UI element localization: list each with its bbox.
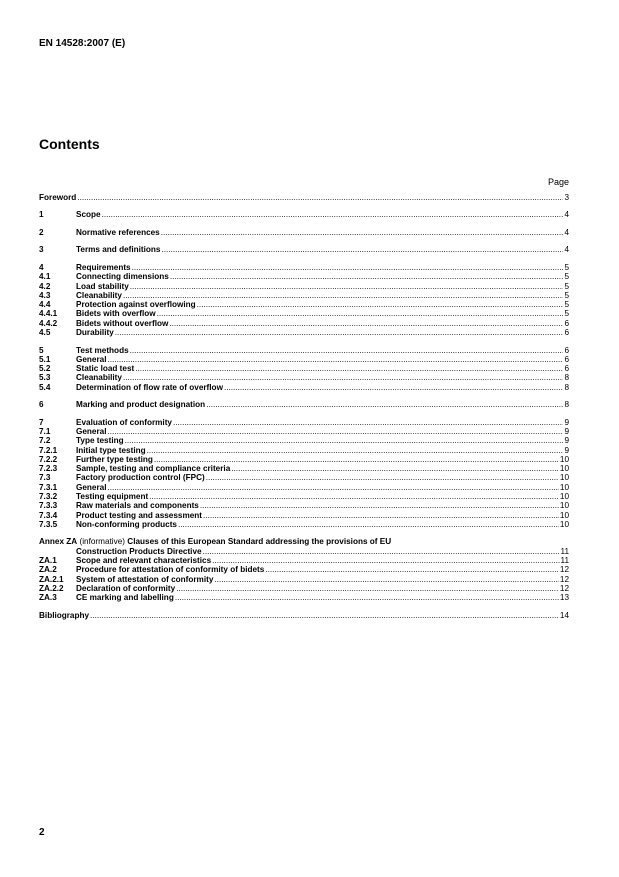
toc-page: 8 [564, 373, 569, 383]
toc-leader [130, 282, 564, 291]
document-header-id: EN 14528:2007 (E) [39, 38, 126, 49]
toc-leader [108, 355, 564, 364]
toc-leader [161, 228, 564, 237]
toc-number: 4.4.1 [39, 309, 58, 319]
toc-leader [115, 328, 564, 337]
toc-leader [200, 501, 559, 510]
toc-title: Further type testing [76, 454, 153, 464]
toc-page: 5 [564, 290, 569, 300]
toc-entry-7-3[interactable] [39, 473, 569, 482]
toc-number: 7.3 [39, 473, 51, 483]
toc-entry-za-3[interactable] [39, 593, 569, 602]
toc-title: Product testing and assessment [76, 510, 203, 520]
toc-leader [161, 245, 563, 254]
toc-leader [154, 455, 559, 464]
toc-title: Marking and product designation [76, 400, 206, 410]
toc-page: 5 [564, 281, 569, 291]
toc-entry-7-3-3[interactable] [39, 501, 569, 510]
toc-title: Foreword [39, 193, 77, 202]
toc-leader [125, 436, 564, 445]
toc-leader [212, 556, 559, 565]
toc-number: 4.1 [39, 272, 51, 282]
toc-leader [123, 291, 563, 300]
toc-entry-7-3-4[interactable] [39, 511, 569, 520]
annex-title-line1: Clauses of this European Standard addressing the provisions of EU [127, 537, 392, 547]
toc-entry-5-4[interactable] [39, 383, 569, 392]
page-number: 2 [39, 827, 45, 838]
toc-leader [108, 483, 559, 492]
toc-title: General [76, 354, 107, 364]
toc-title: Protection against overflowing [76, 300, 196, 310]
toc-entry-7-1[interactable] [39, 427, 569, 436]
toc-number: 5.2 [39, 364, 51, 374]
toc-leader [102, 210, 564, 219]
toc-entry-za-2[interactable] [39, 565, 569, 574]
toc-leader [132, 263, 564, 272]
toc-title: Type testing [76, 436, 124, 446]
toc-page: 9 [564, 445, 569, 455]
toc-page: 3 [564, 193, 569, 202]
toc-leader [176, 584, 559, 593]
toc-title: Construction Products Directive [76, 546, 202, 556]
toc-page: 10 [559, 464, 569, 474]
toc-entry-1[interactable] [39, 210, 569, 219]
toc-title: Scope [76, 210, 101, 220]
toc-leader [203, 511, 559, 520]
table-of-contents [39, 193, 569, 620]
toc-title: CE marking and labelling [76, 593, 174, 603]
toc-page: 6 [564, 364, 569, 374]
toc-leader [157, 309, 564, 318]
toc-title: Bibliography [39, 610, 90, 620]
toc-leader [203, 547, 560, 556]
toc-page: 9 [564, 417, 569, 427]
toc-title: Declaration of conformity [76, 583, 176, 593]
toc-page: 12 [559, 574, 569, 584]
toc-entry-za-2-2[interactable] [39, 584, 569, 593]
annex-informative: (informative) [79, 537, 125, 547]
toc-title: General [76, 426, 107, 436]
toc-number: 7.2 [39, 436, 51, 446]
toc-title: Static load test [76, 364, 135, 374]
toc-title: Procedure for attestation of conformity of bidets [76, 565, 265, 575]
toc-number: ZA.1 [39, 556, 57, 565]
toc-number: 3 [39, 245, 44, 255]
toc-title: Durability [76, 328, 114, 338]
toc-title: Terms and definitions [76, 245, 161, 255]
toc-title: Connecting dimensions [76, 272, 169, 282]
toc-entry-za-1[interactable] [39, 556, 569, 565]
toc-page: 6 [564, 328, 569, 338]
toc-number: 7.3.5 [39, 519, 58, 529]
toc-page: 13 [559, 593, 569, 603]
toc-entry-7[interactable] [39, 418, 569, 427]
toc-leader [214, 575, 559, 584]
toc-entry-4-4[interactable] [39, 300, 569, 309]
toc-number: 7.2.3 [39, 464, 58, 474]
toc-page: 10 [559, 492, 569, 502]
toc-entry-bibliography[interactable] [39, 611, 569, 620]
toc-title: Testing equipment [76, 492, 149, 502]
toc-page: 5 [564, 300, 569, 310]
toc-page: 10 [559, 473, 569, 483]
toc-page: 10 [559, 510, 569, 520]
toc-entry-4-5[interactable] [39, 328, 569, 337]
toc-leader [231, 464, 559, 473]
toc-entry-7-2-2[interactable] [39, 455, 569, 464]
toc-number: 7.2.2 [39, 454, 58, 464]
toc-leader [175, 593, 559, 602]
toc-entry-6[interactable] [39, 400, 569, 409]
toc-leader [130, 346, 564, 355]
toc-number: 7 [39, 417, 44, 427]
toc-title: Non-conforming products [76, 519, 177, 529]
toc-number: 5.4 [39, 382, 51, 392]
toc-entry-7-2[interactable] [39, 436, 569, 445]
toc-entry-7-2-3[interactable] [39, 464, 569, 473]
toc-leader [197, 300, 564, 309]
toc-entry-4[interactable] [39, 263, 569, 272]
toc-page: 12 [559, 565, 569, 575]
toc-title: Cleanability [76, 373, 122, 383]
toc-number: 2 [39, 227, 44, 237]
toc-entry-4-1[interactable] [39, 272, 569, 281]
toc-leader [108, 427, 564, 436]
toc-title: Cleanability [76, 290, 122, 300]
toc-number: 7.3.1 [39, 482, 58, 492]
toc-entry-annex-za-line2[interactable] [39, 547, 569, 556]
toc-leader [135, 364, 563, 373]
toc-title: Initial type testing [76, 445, 146, 455]
toc-title: Raw materials and components [76, 501, 199, 511]
toc-title: Sample, testing and compliance criteria [76, 464, 231, 474]
toc-entry-5-2[interactable] [39, 364, 569, 373]
toc-number: 7.3.2 [39, 492, 58, 502]
page-column-label: Page [547, 177, 569, 187]
toc-number: 4.4.2 [39, 318, 58, 328]
toc-page: 4 [564, 227, 569, 237]
toc-entry-annex-za[interactable] [39, 537, 569, 546]
toc-entry-5[interactable] [39, 346, 569, 355]
toc-entry-7-3-1[interactable] [39, 483, 569, 492]
toc-leader [265, 565, 559, 574]
toc-page: 4 [564, 245, 569, 255]
toc-entry-4-4-1[interactable] [39, 309, 569, 318]
toc-number: 5 [39, 345, 44, 355]
toc-entry-5-1[interactable] [39, 355, 569, 364]
toc-leader [206, 473, 559, 482]
toc-leader [149, 492, 559, 501]
toc-number: 7.2.1 [39, 445, 58, 455]
toc-leader [173, 418, 563, 427]
toc-entry-5-3[interactable] [39, 373, 569, 382]
toc-page: 10 [559, 501, 569, 511]
toc-page: 6 [564, 345, 569, 355]
toc-entry-4-2[interactable] [39, 282, 569, 291]
toc-number: ZA.2.1 [39, 574, 64, 584]
toc-number: 7.3.3 [39, 501, 58, 511]
toc-leader [169, 319, 563, 328]
toc-entry-3[interactable] [39, 245, 569, 254]
toc-number: 4.5 [39, 328, 51, 338]
toc-page: 9 [564, 426, 569, 436]
toc-title: Test methods [76, 345, 129, 355]
toc-title: Evaluation of conformity [76, 417, 172, 427]
toc-leader [206, 400, 563, 409]
toc-page: 5 [564, 272, 569, 282]
toc-number: 7.3.4 [39, 510, 58, 520]
toc-number: 7.1 [39, 426, 51, 436]
toc-leader [170, 272, 564, 281]
toc-title: Bidets without overflow [76, 318, 169, 328]
toc-number: 6 [39, 400, 44, 410]
toc-title: Factory production control (FPC) [76, 473, 205, 483]
annex-label: Annex ZA [39, 537, 78, 547]
toc-leader [77, 193, 563, 202]
toc-title: System of attestation of conformity [76, 574, 214, 584]
toc-page: 9 [564, 436, 569, 446]
page-title: Contents [39, 136, 100, 152]
toc-entry-za-2-1[interactable] [39, 575, 569, 584]
toc-page: 11 [560, 556, 569, 565]
toc-entry-7-2-1[interactable] [39, 446, 569, 455]
toc-leader [90, 611, 559, 620]
toc-page: 6 [564, 318, 569, 328]
toc-page: 10 [559, 519, 569, 529]
toc-title: Scope and relevant characteristics [76, 556, 212, 565]
toc-leader [123, 373, 563, 382]
toc-page: 6 [564, 354, 569, 364]
toc-number: 5.1 [39, 354, 51, 364]
toc-number: ZA.2 [39, 565, 57, 575]
toc-entry-2[interactable] [39, 228, 569, 237]
toc-page: 5 [564, 309, 569, 319]
toc-entry-foreword[interactable] [39, 193, 569, 202]
toc-page: 11 [560, 546, 569, 556]
toc-number: 4 [39, 262, 44, 272]
toc-title: Requirements [76, 262, 131, 272]
toc-page: 10 [559, 454, 569, 464]
toc-leader [224, 383, 564, 392]
toc-page: 8 [564, 400, 569, 410]
toc-number: ZA.2.2 [39, 583, 64, 593]
toc-leader [178, 520, 559, 529]
toc-title: Determination of flow rate of overflow [76, 382, 223, 392]
toc-number: 4.2 [39, 281, 51, 291]
toc-title: Load stability [76, 281, 129, 291]
toc-entry-4-3[interactable] [39, 291, 569, 300]
toc-title: Bidets with overflow [76, 309, 156, 319]
toc-page: 12 [559, 583, 569, 593]
toc-page: 8 [564, 382, 569, 392]
toc-page: 14 [559, 610, 569, 620]
toc-page: 5 [564, 262, 569, 272]
toc-number: 5.3 [39, 373, 51, 383]
toc-number: 4.3 [39, 290, 51, 300]
toc-title: Normative references [76, 227, 160, 237]
toc-leader [147, 446, 564, 455]
toc-entry-7-3-5[interactable] [39, 520, 569, 529]
toc-number: ZA.3 [39, 593, 57, 603]
toc-number: 1 [39, 210, 44, 220]
toc-entry-7-3-2[interactable] [39, 492, 569, 501]
toc-page: 4 [564, 210, 569, 220]
toc-number: 4.4 [39, 300, 51, 310]
toc-title: General [76, 482, 107, 492]
toc-page: 10 [559, 482, 569, 492]
toc-entry-4-4-2[interactable] [39, 319, 569, 328]
